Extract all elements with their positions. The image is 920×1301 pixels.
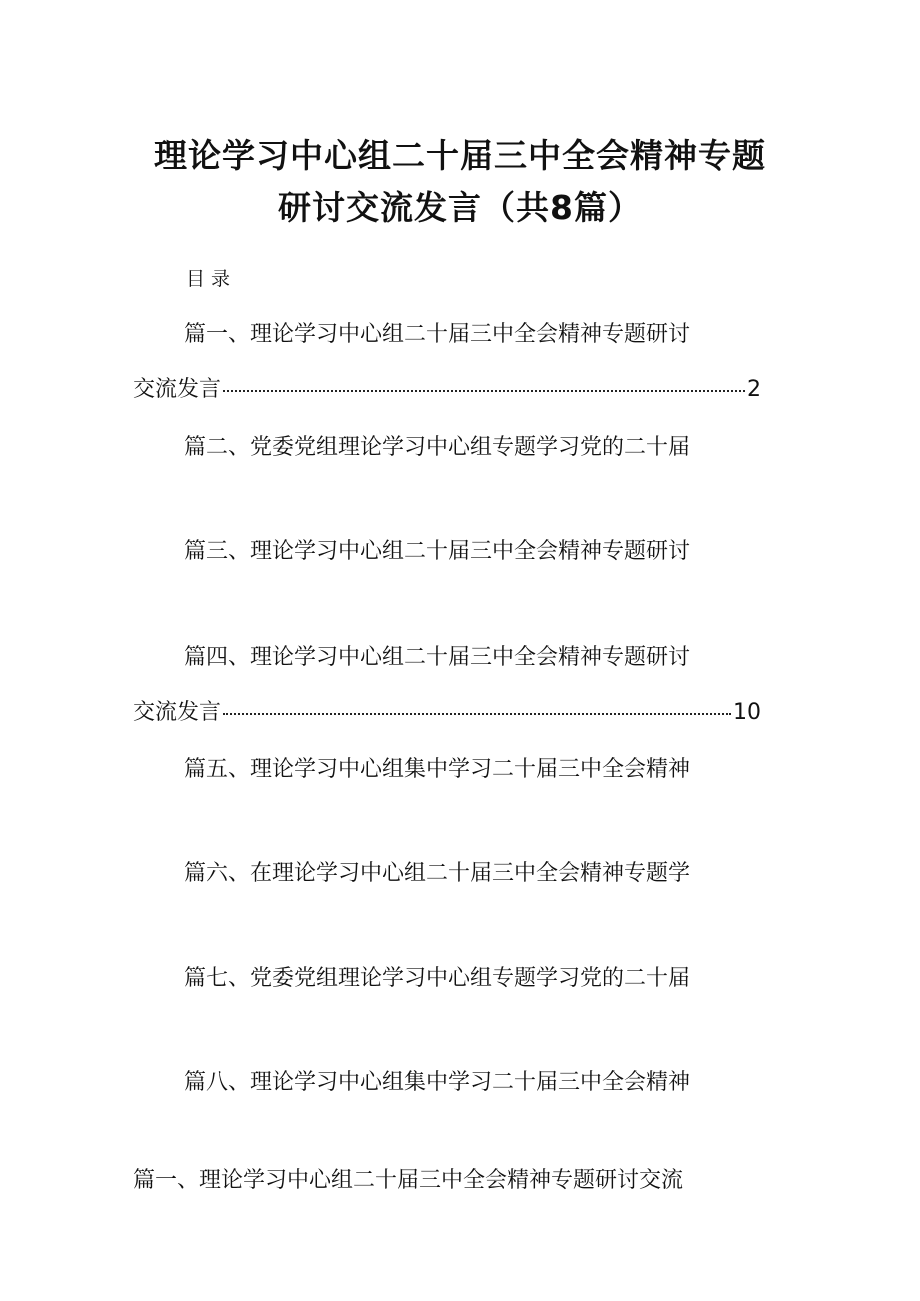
toc-dot-leader bbox=[223, 390, 745, 392]
toc-dot-leader bbox=[223, 713, 731, 715]
document-title-line-1: 理论学习中心组二十届三中全会精神专题 bbox=[154, 136, 766, 175]
toc-heading: 目录 bbox=[186, 268, 237, 290]
toc-entry-1[interactable]: 篇一、理论学习中心组二十届三中全会精神专题研讨 bbox=[184, 322, 691, 347]
toc-entry-8[interactable]: 篇八、理论学习中心组集中学习二十届三中全会精神 bbox=[184, 1070, 691, 1095]
toc-entry-7[interactable]: 篇七、党委党组理论学习中心组专题学习党的二十届 bbox=[184, 966, 691, 991]
document-title-line-2: 研讨交流发言（共8篇） bbox=[278, 188, 642, 227]
toc-entry-4-continuation[interactable] bbox=[133, 698, 761, 728]
toc-entry-6[interactable]: 篇六、在理论学习中心组二十届三中全会精神专题学 bbox=[184, 861, 691, 886]
toc-entry-4[interactable]: 篇四、理论学习中心组二十届三中全会精神专题研讨 bbox=[184, 645, 691, 670]
section-heading: 篇一、理论学习中心组二十届三中全会精神专题研讨交流 bbox=[133, 1168, 684, 1193]
toc-entry-4-continuation-text: 交流发言 bbox=[133, 700, 222, 725]
toc-entry-3[interactable]: 篇三、理论学习中心组二十届三中全会精神专题研讨 bbox=[184, 539, 691, 564]
toc-entry-1-continuation-text: 交流发言 bbox=[133, 377, 222, 402]
toc-entry-2[interactable]: 篇二、党委党组理论学习中心组专题学习党的二十届 bbox=[184, 435, 691, 460]
toc-entry-5[interactable]: 篇五、理论学习中心组集中学习二十届三中全会精神 bbox=[184, 757, 691, 782]
toc-entry-4-page-number: 10 bbox=[733, 700, 761, 725]
toc-entry-1-continuation[interactable] bbox=[133, 375, 761, 405]
toc-entry-1-page-number: 2 bbox=[747, 377, 761, 402]
